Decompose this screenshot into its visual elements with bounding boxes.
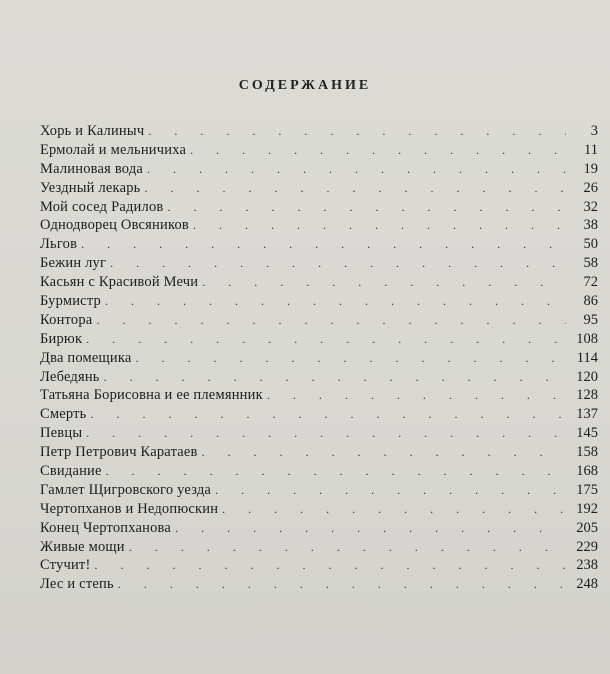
toc-entry-title: Смерть	[40, 406, 87, 423]
toc-entry-title: Лебедянь	[40, 368, 100, 385]
dot-leader	[105, 292, 566, 311]
toc-entry-page-number: 11	[584, 141, 598, 158]
toc-entry	[40, 292, 598, 311]
toc-entry-page-number: 114	[576, 349, 598, 366]
toc-entry	[40, 405, 598, 424]
dot-leader	[190, 141, 566, 160]
toc-entry-page-number: 86	[583, 293, 598, 310]
dot-leader	[222, 500, 566, 519]
toc-entry-title: Ермолай и мельничиха	[40, 141, 187, 158]
toc-entry	[40, 481, 598, 500]
toc-entry-page-number: 229	[576, 538, 598, 555]
toc-entry-title: Живые мощи	[40, 538, 125, 555]
toc-entry-page-number: 175	[576, 481, 598, 498]
dot-leader	[106, 462, 566, 481]
toc-entry	[40, 273, 598, 292]
toc-entry-title: Однодворец Овсяников	[40, 217, 189, 234]
dot-leader	[81, 235, 566, 254]
dot-leader	[193, 216, 566, 235]
toc-entry-page-number: 128	[576, 387, 598, 404]
toc-entry	[40, 160, 598, 179]
toc-entry-title: Бирюк	[40, 330, 83, 347]
toc-entry	[40, 556, 598, 575]
toc-entry-page-number: 32	[583, 198, 598, 215]
dot-leader	[202, 443, 566, 462]
toc-entry-page-number: 238	[576, 557, 598, 574]
toc-entry-title: Певцы	[40, 425, 83, 442]
dot-leader	[202, 273, 566, 292]
dot-leader	[91, 405, 567, 424]
toc-entry-title: Татьяна Борисовна и ее племянник	[40, 387, 263, 404]
dot-leader	[96, 311, 566, 330]
toc-entry-title: Два помещика	[40, 349, 132, 366]
toc-entry	[40, 141, 598, 160]
toc-entry	[40, 254, 598, 273]
toc-entry	[40, 122, 598, 141]
toc-entry-title: Лес и степь	[40, 576, 114, 593]
toc-entry-title: Хорь и Калиныч	[40, 123, 145, 139]
dot-leader	[110, 254, 566, 273]
toc-entry-page-number: 3	[590, 123, 598, 139]
toc-entry-title: Касьян с Красивой Мечи	[40, 274, 199, 291]
toc-entry-page-number: 95	[583, 311, 598, 328]
dot-leader	[104, 368, 566, 387]
toc-entry	[40, 216, 598, 235]
toc-entry-page-number: 248	[576, 576, 598, 593]
toc-entry-page-number: 205	[576, 519, 598, 536]
toc-entry-title: Стучит!	[40, 557, 91, 574]
table-of-contents	[40, 122, 598, 594]
toc-entry-page-number: 58	[583, 255, 598, 272]
toc-entry-page-number: 26	[583, 179, 598, 196]
toc-entry-title: Малиновая вода	[40, 160, 144, 177]
toc-entry	[40, 538, 598, 557]
toc-entry-page-number: 108	[576, 330, 598, 347]
toc-entry-title: Чертопханов и Недопюскин	[40, 500, 219, 517]
toc-entry-page-number: 120	[576, 368, 598, 385]
toc-entry-page-number: 38	[583, 217, 598, 234]
toc-entry-page-number: 168	[576, 463, 598, 480]
toc-entry-title: Бежин луг	[40, 255, 107, 272]
toc-entry	[40, 311, 598, 330]
toc-entry	[40, 330, 598, 349]
toc-entry	[40, 519, 598, 538]
dot-leader	[148, 122, 566, 141]
dot-leader	[215, 481, 566, 500]
toc-entry	[40, 575, 598, 594]
page-title: СОДЕРЖАНИЕ	[238, 78, 372, 93]
toc-entry-page-number: 50	[583, 236, 598, 253]
toc-entry	[40, 349, 598, 368]
dot-leader	[167, 198, 566, 217]
toc-entry-title: Бурмистр	[40, 293, 101, 310]
toc-entry-page-number: 192	[576, 500, 598, 517]
toc-entry	[40, 424, 598, 443]
dot-leader	[86, 424, 566, 443]
toc-entry	[40, 368, 598, 387]
toc-entry	[40, 179, 598, 198]
toc-entry-title: Мой сосед Радилов	[40, 198, 164, 215]
toc-entry-title: Уездный лекарь	[40, 179, 141, 196]
dot-leader	[147, 160, 566, 179]
toc-entry-page-number: 158	[576, 444, 598, 461]
toc-entry	[40, 443, 598, 462]
toc-entry	[40, 198, 598, 217]
dot-leader	[267, 386, 566, 405]
toc-entry-title: Петр Петрович Каратаев	[40, 444, 198, 461]
toc-entry-title: Гамлет Щигровского уезда	[40, 481, 212, 498]
toc-entry-title: Конец Чертопханова	[40, 519, 172, 536]
toc-entry-title: Льгов	[40, 236, 78, 253]
toc-entry-page-number: 19	[583, 160, 598, 177]
toc-entry	[40, 235, 598, 254]
dot-leader	[129, 538, 566, 557]
toc-entry	[40, 386, 598, 405]
toc-entry-title: Контора	[40, 311, 93, 328]
toc-entry-page-number: 145	[576, 425, 598, 442]
toc-entry-page-number: 137	[576, 406, 598, 423]
toc-entry	[40, 500, 598, 519]
dot-leader	[144, 179, 566, 198]
dot-leader	[136, 349, 566, 368]
toc-entry	[40, 462, 598, 481]
toc-entry-page-number: 72	[583, 274, 598, 291]
toc-entry-title: Свидание	[40, 463, 102, 480]
dot-leader	[95, 556, 567, 575]
dot-leader	[118, 575, 566, 594]
dot-leader	[86, 330, 566, 349]
dot-leader	[175, 519, 566, 538]
